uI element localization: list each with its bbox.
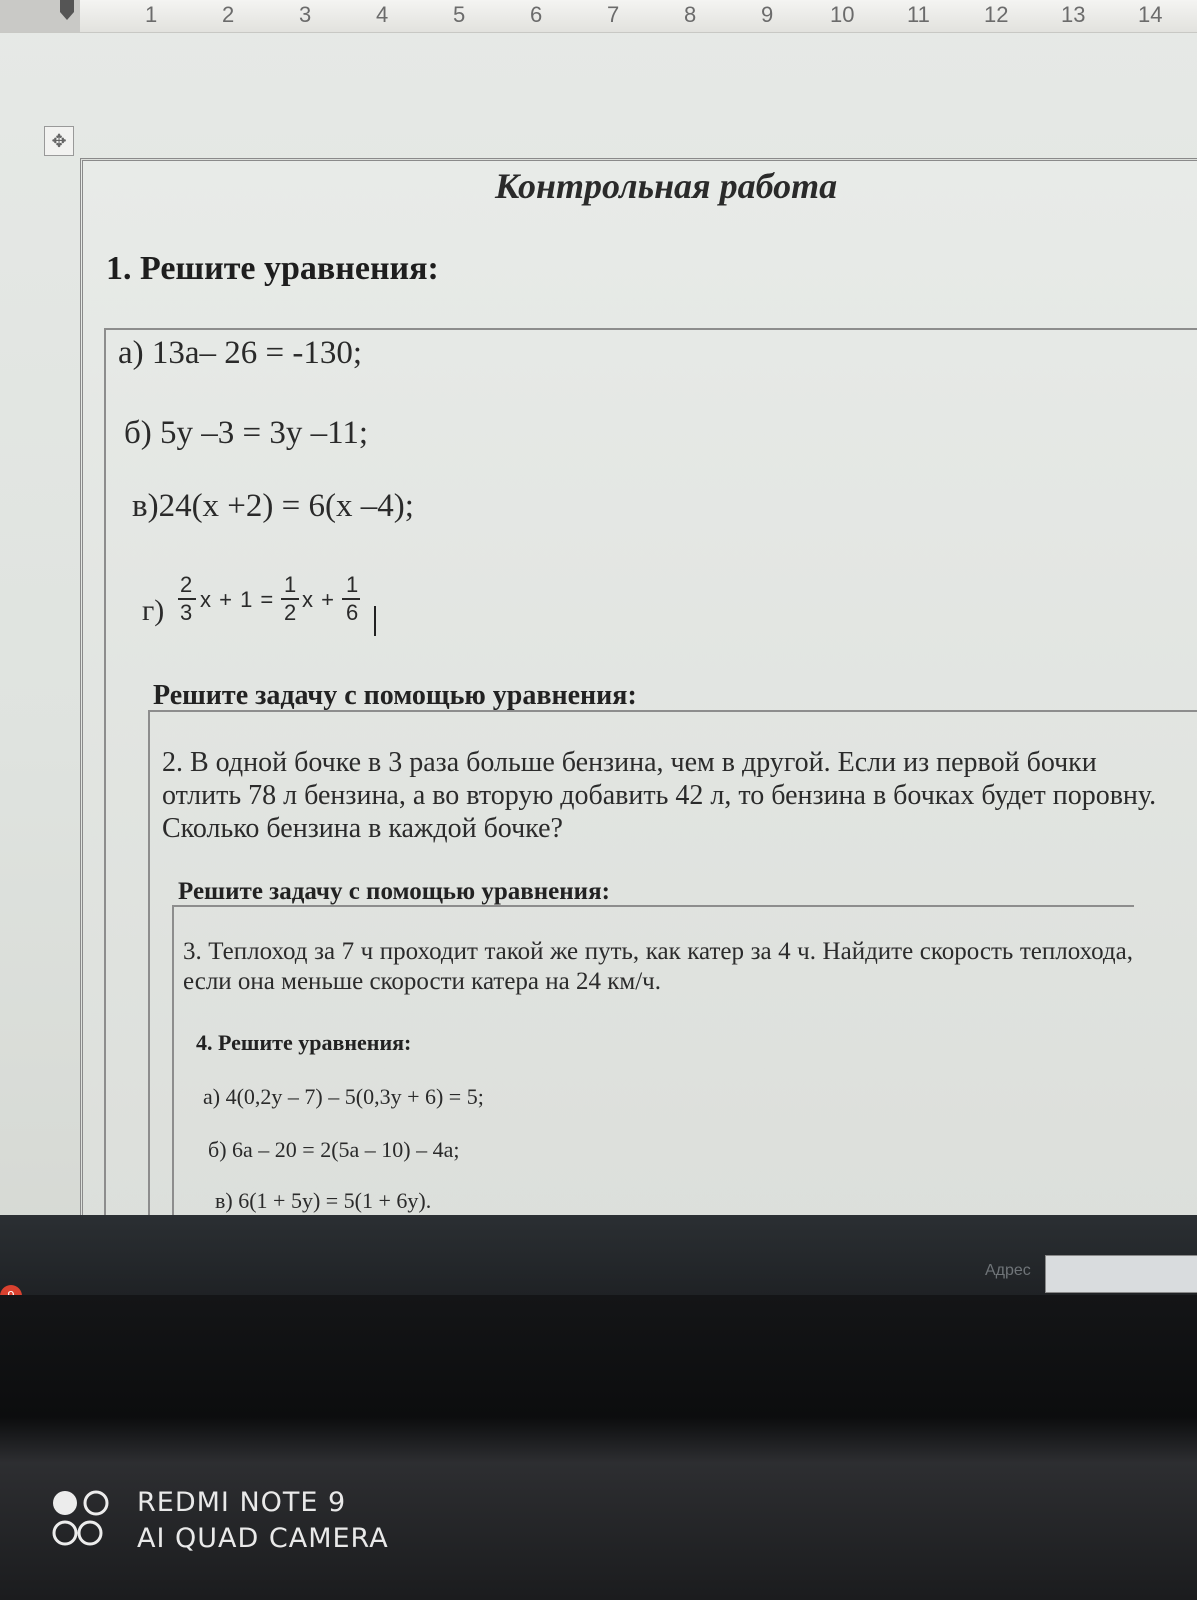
ruler-number: 10 [830, 2, 855, 27]
fraction-denominator: 3 [180, 600, 194, 625]
ruler-number: 5 [453, 2, 466, 27]
address-label: Адрес [985, 1262, 1031, 1279]
equation-d-label: г) [142, 594, 165, 627]
ruler-number: 12 [984, 2, 1009, 27]
page-title: Контрольная работа [495, 166, 838, 206]
ruler-number: 13 [1061, 2, 1086, 27]
ruler-number: 7 [607, 2, 620, 27]
fraction-denominator: 2 [284, 600, 298, 625]
equation-4c: в) 6(1 + 5у) = 5(1 + 6у). [215, 1188, 432, 1213]
ruler-number: 3 [299, 2, 312, 27]
task-2-text: 2. В одной бочке в 3 раза больше бензина, чем в другой. Если из первой бочки отлить 78 л бензина, а во вторую добавить 42 л, то бензина в бочках будет поровну. Сколько бензина в каждой бочке? [162, 747, 1157, 845]
section4-heading: 4. Решите уравнения: [196, 1030, 412, 1055]
equation-4a: а) 4(0,2у – 7) – 5(0,3у + 6) = 5; [203, 1084, 484, 1109]
task-3-text: 3. Теплоход за 7 ч проходит такой же путь, как катер за 4 ч. Найдите скорость теплохода, если она меньше скорости катера на 24 км/ч. [183, 938, 1133, 995]
watermark-line2: AI QUAD CAMERA [137, 1523, 389, 1554]
ruler-number: 14 [1138, 2, 1163, 27]
equation-d-part: x + 1 = [200, 587, 275, 612]
ruler-number: 2 [222, 2, 235, 27]
equation-4b: б) 6а – 20 = 2(5а – 10) – 4а; [208, 1137, 460, 1162]
fraction-numerator: 1 [284, 572, 298, 597]
section1-heading: 1. Решите уравнения: [106, 250, 439, 287]
table-move-handle-icon[interactable]: ✥ [44, 126, 74, 156]
fraction-denominator: 6 [346, 600, 360, 625]
watermark-line1: REDMI NOTE 9 [137, 1487, 347, 1518]
fraction-numerator: 2 [180, 572, 194, 597]
ruler-number: 1 [145, 2, 158, 27]
ruler-number: 4 [376, 2, 389, 27]
ruler-number: 6 [530, 2, 543, 27]
address-input[interactable] [1045, 1255, 1197, 1293]
task-heading-2: Решите задачу с помощью уравнения: [178, 878, 610, 905]
text-cursor [374, 606, 376, 636]
horizontal-ruler[interactable] [0, 0, 1197, 33]
taskbar [0, 1215, 1197, 1295]
ruler-number: 11 [907, 2, 930, 27]
equation-c: в)24(х +2) = 6(х –4); [132, 488, 414, 524]
monitor-bezel [0, 1295, 1197, 1600]
task-heading: Решите задачу с помощью уравнения: [153, 680, 637, 711]
ruler-number: 8 [684, 2, 697, 27]
ruler-number: 9 [761, 2, 774, 27]
equation-a: а) 13а– 26 = -130; [118, 335, 363, 371]
fraction-numerator: 1 [346, 572, 360, 597]
equation-d-part: x + [302, 587, 335, 612]
camera-logo-icon [50, 1488, 112, 1548]
equation-b: б) 5у –3 = 3у –11; [124, 415, 369, 451]
